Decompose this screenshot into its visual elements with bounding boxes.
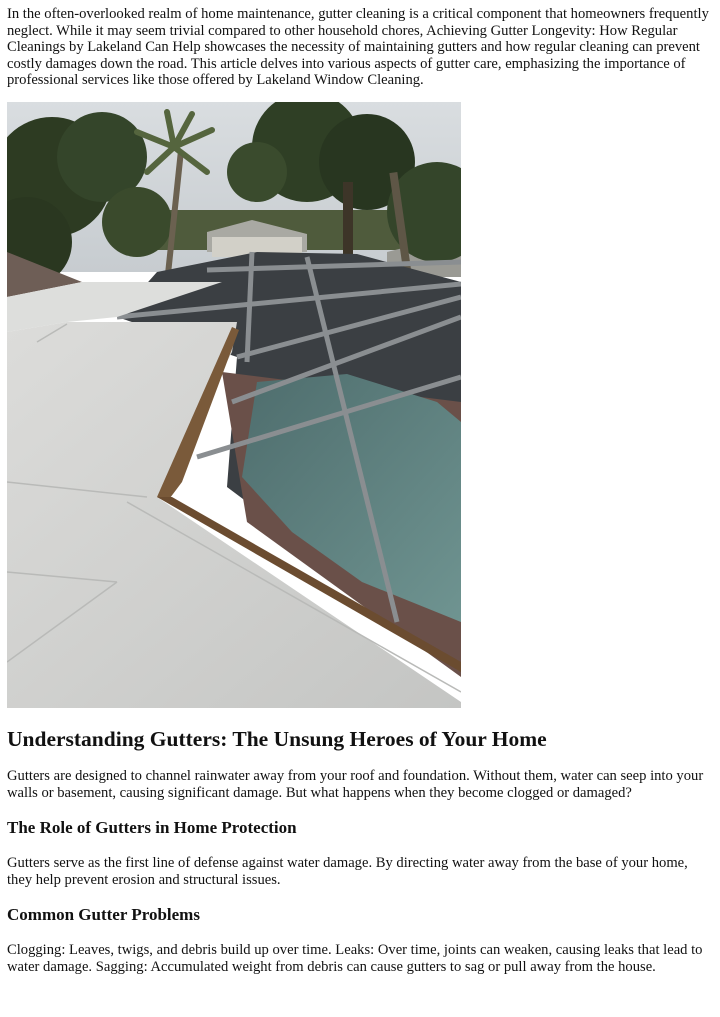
section-heading-common-problems: Common Gutter Problems — [7, 905, 200, 925]
section-heading-understanding-gutters: Understanding Gutters: The Unsung Heroes of Your Home — [7, 726, 547, 751]
section-paragraph-common-problems: Clogging: Leaves, twigs, and debris build up over time. Leaks: Over time, joints can weaken, causing leaks that lead to water damage. Sagging: Accumulated weight from debris can cause gutters to sag or pull away from the house. — [7, 942, 703, 975]
section-paragraph-role-of-gutters: Gutters serve as the first line of defense against water damage. By directing water away from the base of your home, they help prevent erosion and structural issues. — [7, 855, 688, 888]
intro-paragraph: In the often-overlooked realm of home maintenance, gutter cleaning is a critical component that homeowners frequently neglect. While it may seem trivial compared to other household chores, Achieving Gutter Longevity: How Regular Cleanings by Lakeland Can Help showcases the necessity of maintaining gutters and how regular cleaning can prevent costly damages down the road. This article delves into various aspects of gutter care, emphasizing the importance of professional services like those offered by Lakeland Window Cleaning. — [7, 6, 709, 89]
section-heading-role-of-gutters: The Role of Gutters in Home Protection — [7, 818, 297, 838]
section-paragraph-understanding-gutters: Gutters are designed to channel rainwater away from your roof and foundation. Without them, water can seep into your walls or basement, causing significant damage. But what happens when they become clogged or damaged? — [7, 767, 704, 801]
roof-pool-enclosure-photo — [7, 102, 461, 708]
